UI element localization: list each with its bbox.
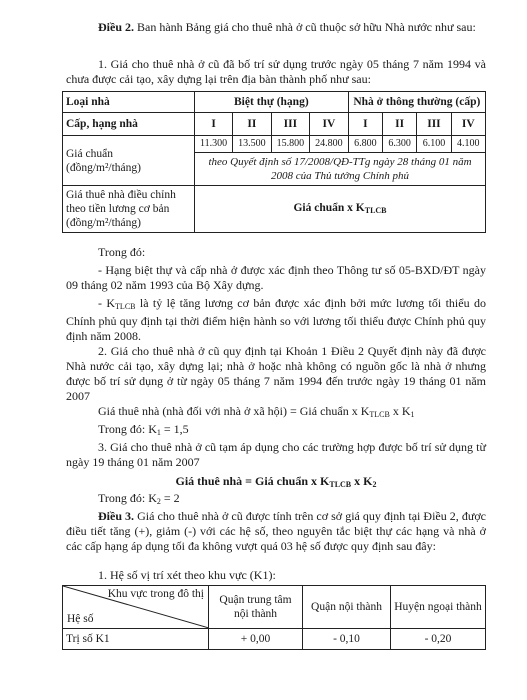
price-cell: 24.800 bbox=[310, 136, 349, 153]
bullet-k-rest: là tỷ lệ tăng lương cơ bản được xác định bởi mức lương tối thiểu do Chính phủ quy định tại thời điểm hiện hành so với lương tối thiểu được Chính phủ quy định năm 2008. bbox=[66, 296, 486, 343]
article-3-item-1: 1. Hệ số vị trí xét theo khu vực (K1): bbox=[98, 568, 276, 582]
price-note: theo Quyết định số 17/2008/QĐ-TTg ngày 28 tháng 01 năm 2008 của Thủ tướng Chính phủ bbox=[195, 153, 486, 186]
coefficient-table bbox=[62, 585, 486, 650]
article-2-item-2: 2. Giá cho thuê nhà ở cũ quy định tại Khoản 1 Điều 2 Quyết định này đã được Nhà nước cải tạo, xây dựng lại; nhà ở hoặc nhà không có nguồn gốc là nhà ở nhưng được bố trí sử dụng ở từ ngày 05 tháng 7 năm 1994 đến trước ngày 19 tháng 01 năm 2007 bbox=[66, 344, 486, 403]
row-label-dieu-chinh: Giá thuê nhà điều chỉnh theo tiền lương cơ bản (đồng/m²/tháng) bbox=[63, 186, 195, 233]
price-cell: 6.800 bbox=[348, 136, 382, 153]
row-label-k1: Trị số K1 bbox=[63, 629, 209, 650]
k2-sub: 2 bbox=[156, 497, 161, 506]
formula-2-sub: TLCB bbox=[369, 410, 390, 419]
grade-cell: III bbox=[417, 113, 451, 136]
k1-sub: 1 bbox=[156, 428, 161, 437]
gia-chuan-label: Giá chuẩn bbox=[66, 147, 113, 160]
grade-cell: IV bbox=[310, 113, 349, 136]
grade-cell: II bbox=[382, 113, 416, 136]
k2-definition bbox=[66, 491, 486, 509]
row-label-cap-hang: Cấp, hạng nhà bbox=[63, 113, 195, 136]
price-cell: 6.300 bbox=[382, 136, 416, 153]
adjusted-formula bbox=[195, 186, 486, 233]
price-cell: 15.800 bbox=[271, 136, 310, 153]
grade-cell: IV bbox=[451, 113, 485, 136]
row-label-gia-chuan bbox=[63, 136, 195, 186]
price-table-header-row bbox=[63, 92, 486, 113]
k1-line: Trong đó: K bbox=[98, 422, 157, 436]
formula-3-sub: TLCB bbox=[329, 480, 352, 489]
column-header: Huyện ngoại thành bbox=[391, 586, 486, 629]
article-2-item-3: 3. Giá cho thuê nhà ở cũ tạm áp dụng cho các trường hợp được bố trí sử dụng từ ngày 19 tháng 01 năm 2007 bbox=[66, 440, 486, 469]
article-2-item-1: 1. Giá cho thuê nhà ở cũ đã bố trí sử dụng trước ngày 05 tháng 7 năm 1994 và chưa được cải tạo, xây dựng lại trên địa bàn thành phố như sau: bbox=[66, 57, 486, 86]
header-loai-nha: Loại nhà bbox=[63, 92, 195, 113]
formula-2-sub2: 1 bbox=[410, 410, 415, 419]
k2-value: = 2 bbox=[160, 491, 180, 505]
header-nha-thuong: Nhà ở thông thường (cấp) bbox=[348, 92, 485, 113]
formula-3-sub2: 2 bbox=[372, 480, 377, 489]
value-cell: + 0,00 bbox=[209, 629, 303, 650]
price-table-price-row bbox=[63, 136, 486, 153]
formula-2 bbox=[66, 404, 486, 422]
k2-line: Trong đó: K bbox=[98, 491, 157, 505]
diagonal-header bbox=[63, 586, 208, 628]
price-table-adjusted-row bbox=[63, 186, 486, 233]
diagonal-bottom-label: Hệ số bbox=[67, 613, 94, 625]
diagonal-top-label: Khu vực trong đô thị bbox=[107, 588, 204, 600]
adjusted-formula-sub: TLCB bbox=[364, 205, 387, 215]
price-cell: 13.500 bbox=[233, 136, 272, 153]
diagonal-header-cell bbox=[63, 586, 209, 629]
formula-3 bbox=[66, 474, 486, 492]
article-2-paragraph bbox=[66, 20, 486, 35]
grade-cell: III bbox=[271, 113, 310, 136]
formula-2-b: x K bbox=[389, 404, 411, 418]
price-table-grade-row bbox=[63, 113, 486, 136]
grade-cell: I bbox=[348, 113, 382, 136]
article-3-heading: Điều 3. bbox=[98, 509, 135, 523]
grade-cell: I bbox=[195, 113, 233, 136]
price-table bbox=[62, 91, 486, 233]
price-cell: 6.100 bbox=[417, 136, 451, 153]
header-biet-thu: Biệt thự (hạng) bbox=[195, 92, 349, 113]
bullet-k-sub: TLCB bbox=[115, 302, 136, 311]
article-3-paragraph bbox=[66, 509, 486, 554]
bullet-k: - K bbox=[98, 296, 116, 310]
value-cell: - 0,10 bbox=[303, 629, 391, 650]
column-header: Quận trung tâm nội thành bbox=[209, 586, 303, 629]
bullet-ktlcb bbox=[66, 296, 486, 344]
gia-chuan-unit: (đồng/m²/tháng) bbox=[66, 161, 141, 174]
article-2-text: Ban hành Bảng giá cho thuê nhà ở cũ thuộc sở hữu Nhà nước như sau: bbox=[137, 20, 476, 34]
formula-2-a: Giá thuê nhà (nhà đối với nhà ở xã hội) = Giá chuẩn x K bbox=[98, 404, 370, 418]
column-header: Quận nội thành bbox=[303, 586, 391, 629]
coefficient-header-row bbox=[63, 586, 486, 629]
price-cell: 11.300 bbox=[195, 136, 233, 153]
formula-3-a: Giá thuê nhà = Giá chuẩn x K bbox=[175, 474, 330, 488]
trong-do-label: Trong đó: bbox=[98, 245, 146, 259]
value-cell: - 0,20 bbox=[391, 629, 486, 650]
grade-cell: II bbox=[233, 113, 272, 136]
formula-3-b: x K bbox=[351, 474, 373, 488]
coefficient-value-row bbox=[63, 629, 486, 650]
k1-value: = 1,5 bbox=[160, 422, 189, 436]
k1-definition bbox=[66, 422, 486, 440]
article-3-text: Giá cho thuê nhà ở cũ được tính trên cơ sở giá quy định tại Điều 2, được điều tiết tăng (+), giảm (-) với các hệ số, theo nguyên tắc biệt thự các hạng và nhà ở các cấp hạng áp dụng tối đa không vượt quá 03 hệ số được quy định sau đây: bbox=[66, 509, 487, 553]
adjusted-formula-main: Giá chuẩn x K bbox=[293, 201, 365, 214]
bullet-hang-biet-thu: - Hạng biệt thự và cấp nhà ở được xác định theo Thông tư số 05-BXD/ĐT ngày 09 tháng 02 năm 1993 của Bộ Xây dựng. bbox=[66, 263, 486, 292]
article-2-heading: Điều 2. bbox=[98, 20, 134, 34]
price-cell: 4.100 bbox=[451, 136, 485, 153]
